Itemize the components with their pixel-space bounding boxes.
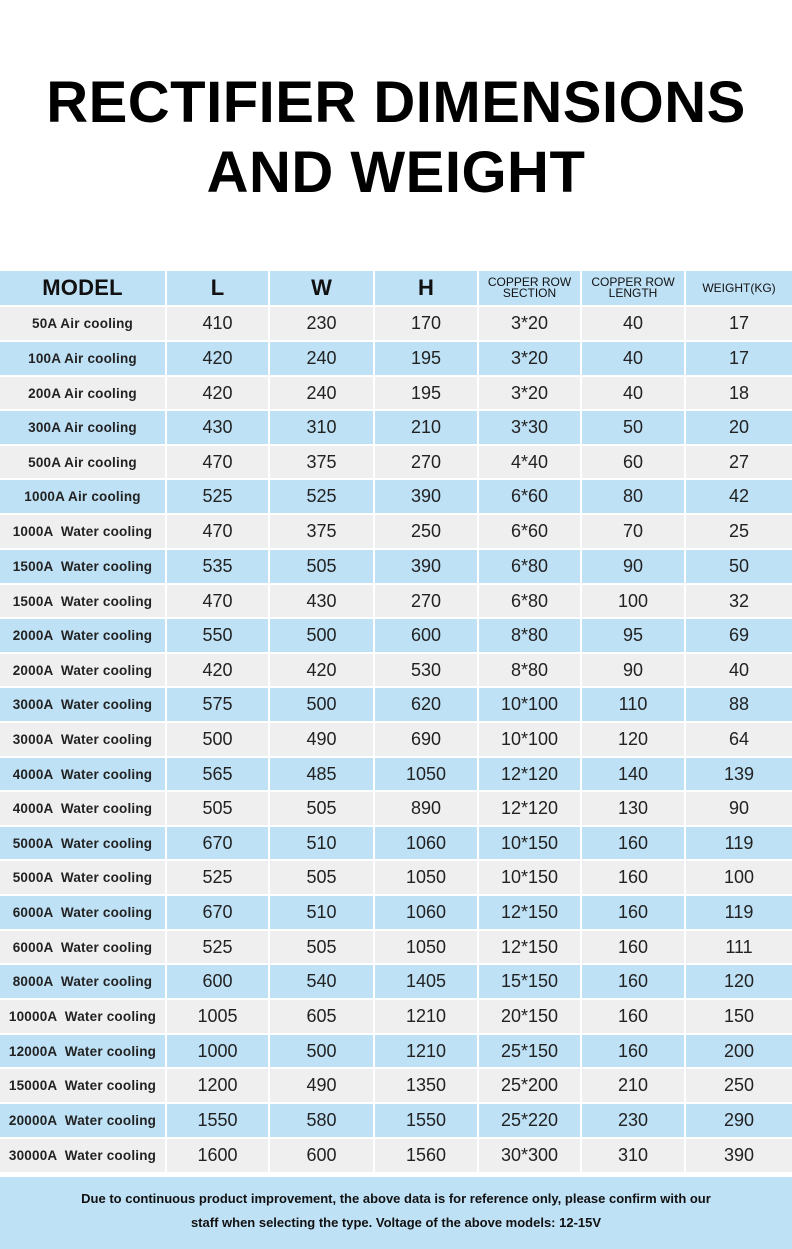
table-body [0, 307, 792, 1174]
cell-model: 100A Air cooling [0, 342, 167, 377]
cell-copper-section: 4*40 [479, 446, 582, 480]
cell-weight: 150 [686, 1000, 792, 1035]
cell-w: 505 [270, 550, 375, 585]
cell-l: 670 [167, 896, 270, 931]
cell-l: 600 [167, 965, 270, 1000]
cell-copper-section: 15*150 [479, 965, 582, 1000]
cell-l: 1000 [167, 1035, 270, 1069]
cell-h: 270 [375, 585, 479, 619]
cell-copper-length: 160 [582, 1000, 686, 1035]
cell-weight: 119 [686, 896, 792, 931]
cell-h: 1060 [375, 896, 479, 931]
table-row [0, 446, 792, 480]
cell-model: 12000A Water cooling [0, 1035, 167, 1069]
cell-w: 580 [270, 1104, 375, 1139]
cell-l: 525 [167, 861, 270, 896]
cell-weight: 42 [686, 480, 792, 515]
cell-h: 210 [375, 411, 479, 446]
cell-model: 200A Air cooling [0, 377, 167, 411]
cell-model: 5000A Water cooling [0, 827, 167, 861]
cell-l: 575 [167, 688, 270, 723]
cell-copper-section: 3*20 [479, 307, 582, 342]
cell-copper-section: 3*20 [479, 342, 582, 377]
header-l: L [167, 271, 270, 307]
cell-weight: 25 [686, 515, 792, 550]
table-row [0, 342, 792, 377]
cell-h: 390 [375, 550, 479, 585]
cell-copper-length: 160 [582, 861, 686, 896]
cell-h: 270 [375, 446, 479, 480]
cell-model: 500A Air cooling [0, 446, 167, 480]
cell-copper-section: 3*20 [479, 377, 582, 411]
cell-w: 505 [270, 861, 375, 896]
cell-weight: 17 [686, 307, 792, 342]
cell-model: 1000A Air cooling [0, 480, 167, 515]
cell-copper-length: 100 [582, 585, 686, 619]
table-row [0, 654, 792, 688]
cell-h: 1550 [375, 1104, 479, 1139]
cell-l: 525 [167, 480, 270, 515]
cell-copper-section: 25*220 [479, 1104, 582, 1139]
header-h: H [375, 271, 479, 307]
table-row [0, 515, 792, 550]
cell-copper-section: 30*300 [479, 1139, 582, 1174]
cell-model: 4000A Water cooling [0, 758, 167, 792]
header-model: MODEL [0, 271, 167, 307]
cell-h: 195 [375, 342, 479, 377]
cell-weight: 40 [686, 654, 792, 688]
cell-model: 30000A Water cooling [0, 1139, 167, 1174]
table-row [0, 792, 792, 827]
cell-l: 420 [167, 342, 270, 377]
cell-weight: 88 [686, 688, 792, 723]
cell-model: 4000A Water cooling [0, 792, 167, 827]
table-row [0, 827, 792, 861]
page-title [0, 68, 792, 208]
cell-model: 1500A Water cooling [0, 585, 167, 619]
table-row [0, 1069, 792, 1104]
cell-weight: 111 [686, 931, 792, 965]
title-line-1: RECTIFIER DIMENSIONS [46, 70, 746, 135]
cell-model: 6000A Water cooling [0, 896, 167, 931]
cell-copper-section: 25*150 [479, 1035, 582, 1069]
table-row [0, 758, 792, 792]
header-copper-row-section: COPPER ROW SECTION [479, 271, 582, 307]
cell-model: 15000A Water cooling [0, 1069, 167, 1104]
cell-l: 565 [167, 758, 270, 792]
table-row [0, 411, 792, 446]
table-row [0, 965, 792, 1000]
cell-l: 1550 [167, 1104, 270, 1139]
cell-w: 600 [270, 1139, 375, 1174]
table-row [0, 861, 792, 896]
cell-copper-section: 10*150 [479, 827, 582, 861]
cell-w: 490 [270, 1069, 375, 1104]
cell-h: 1210 [375, 1035, 479, 1069]
cell-copper-length: 210 [582, 1069, 686, 1104]
cell-copper-section: 12*120 [479, 792, 582, 827]
cell-h: 1210 [375, 1000, 479, 1035]
cell-l: 670 [167, 827, 270, 861]
cell-weight: 139 [686, 758, 792, 792]
cell-weight: 64 [686, 723, 792, 758]
table-header-row [0, 271, 792, 307]
table-row [0, 550, 792, 585]
cell-copper-length: 90 [582, 550, 686, 585]
cell-w: 500 [270, 688, 375, 723]
cell-model: 1000A Water cooling [0, 515, 167, 550]
table-row [0, 480, 792, 515]
cell-copper-section: 6*60 [479, 515, 582, 550]
cell-h: 620 [375, 688, 479, 723]
cell-model: 3000A Water cooling [0, 688, 167, 723]
cell-copper-length: 60 [582, 446, 686, 480]
cell-copper-length: 95 [582, 619, 686, 654]
cell-weight: 119 [686, 827, 792, 861]
cell-copper-length: 140 [582, 758, 686, 792]
cell-copper-length: 160 [582, 965, 686, 1000]
cell-weight: 120 [686, 965, 792, 1000]
footnote-line-2: staff when selecting the type. Voltage of the above models: 12-15V [190, 1215, 602, 1230]
cell-l: 1600 [167, 1139, 270, 1174]
cell-copper-length: 40 [582, 342, 686, 377]
cell-model: 20000A Water cooling [0, 1104, 167, 1139]
table-row [0, 1104, 792, 1139]
cell-model: 1500A Water cooling [0, 550, 167, 585]
cell-l: 470 [167, 446, 270, 480]
cell-h: 250 [375, 515, 479, 550]
cell-weight: 69 [686, 619, 792, 654]
table-row [0, 723, 792, 758]
cell-w: 230 [270, 307, 375, 342]
cell-h: 1405 [375, 965, 479, 1000]
cell-l: 430 [167, 411, 270, 446]
cell-weight: 250 [686, 1069, 792, 1104]
cell-w: 485 [270, 758, 375, 792]
cell-l: 420 [167, 377, 270, 411]
cell-copper-length: 160 [582, 827, 686, 861]
cell-w: 430 [270, 585, 375, 619]
cell-h: 1050 [375, 861, 479, 896]
cell-model: 10000A Water cooling [0, 1000, 167, 1035]
cell-weight: 390 [686, 1139, 792, 1174]
cell-copper-length: 160 [582, 896, 686, 931]
cell-h: 1050 [375, 931, 479, 965]
cell-copper-length: 160 [582, 1035, 686, 1069]
cell-copper-section: 10*100 [479, 688, 582, 723]
table-row [0, 688, 792, 723]
cell-w: 240 [270, 342, 375, 377]
cell-copper-section: 8*80 [479, 654, 582, 688]
cell-w: 240 [270, 377, 375, 411]
cell-copper-section: 12*120 [479, 758, 582, 792]
cell-h: 1060 [375, 827, 479, 861]
cell-h: 170 [375, 307, 479, 342]
cell-copper-section: 8*80 [479, 619, 582, 654]
cell-l: 525 [167, 931, 270, 965]
header-weight: WEIGHT(KG) [686, 271, 792, 307]
cell-w: 310 [270, 411, 375, 446]
cell-l: 535 [167, 550, 270, 585]
cell-model: 50A Air cooling [0, 307, 167, 342]
cell-l: 1005 [167, 1000, 270, 1035]
table-row [0, 585, 792, 619]
cell-model: 3000A Water cooling [0, 723, 167, 758]
cell-h: 1560 [375, 1139, 479, 1174]
cell-h: 600 [375, 619, 479, 654]
cell-weight: 17 [686, 342, 792, 377]
cell-model: 300A Air cooling [0, 411, 167, 446]
cell-model: 5000A Water cooling [0, 861, 167, 896]
cell-weight: 50 [686, 550, 792, 585]
cell-model: 2000A Water cooling [0, 619, 167, 654]
cell-l: 1200 [167, 1069, 270, 1104]
cell-copper-length: 130 [582, 792, 686, 827]
table-row [0, 1035, 792, 1069]
cell-copper-length: 40 [582, 377, 686, 411]
cell-l: 470 [167, 515, 270, 550]
cell-h: 690 [375, 723, 479, 758]
cell-w: 500 [270, 1035, 375, 1069]
cell-copper-length: 50 [582, 411, 686, 446]
cell-copper-section: 12*150 [479, 931, 582, 965]
cell-copper-length: 160 [582, 931, 686, 965]
table-row [0, 377, 792, 411]
cell-h: 390 [375, 480, 479, 515]
cell-w: 375 [270, 446, 375, 480]
table-row [0, 896, 792, 931]
cell-copper-section: 10*100 [479, 723, 582, 758]
cell-h: 1050 [375, 758, 479, 792]
cell-weight: 20 [686, 411, 792, 446]
cell-w: 540 [270, 965, 375, 1000]
cell-weight: 100 [686, 861, 792, 896]
footnote-line-1: Due to continuous product improvement, the above data is for reference only, please confirm with our [81, 1191, 711, 1206]
cell-l: 500 [167, 723, 270, 758]
cell-w: 500 [270, 619, 375, 654]
footnote [0, 1177, 792, 1249]
cell-h: 1350 [375, 1069, 479, 1104]
header-w: W [270, 271, 375, 307]
cell-h: 890 [375, 792, 479, 827]
cell-weight: 290 [686, 1104, 792, 1139]
cell-weight: 90 [686, 792, 792, 827]
cell-model: 6000A Water cooling [0, 931, 167, 965]
cell-copper-length: 80 [582, 480, 686, 515]
cell-copper-section: 6*80 [479, 550, 582, 585]
cell-copper-length: 120 [582, 723, 686, 758]
cell-w: 505 [270, 931, 375, 965]
cell-copper-section: 3*30 [479, 411, 582, 446]
cell-model: 8000A Water cooling [0, 965, 167, 1000]
cell-w: 505 [270, 792, 375, 827]
cell-copper-length: 230 [582, 1104, 686, 1139]
cell-weight: 27 [686, 446, 792, 480]
cell-copper-section: 25*200 [479, 1069, 582, 1104]
cell-l: 420 [167, 654, 270, 688]
table-row [0, 1139, 792, 1174]
cell-weight: 32 [686, 585, 792, 619]
cell-w: 605 [270, 1000, 375, 1035]
cell-w: 510 [270, 827, 375, 861]
table-row [0, 307, 792, 342]
cell-weight: 18 [686, 377, 792, 411]
cell-weight: 200 [686, 1035, 792, 1069]
cell-l: 470 [167, 585, 270, 619]
cell-w: 420 [270, 654, 375, 688]
cell-h: 530 [375, 654, 479, 688]
cell-copper-section: 10*150 [479, 861, 582, 896]
cell-w: 375 [270, 515, 375, 550]
cell-copper-length: 310 [582, 1139, 686, 1174]
cell-copper-section: 6*60 [479, 480, 582, 515]
cell-copper-length: 40 [582, 307, 686, 342]
cell-copper-length: 70 [582, 515, 686, 550]
cell-l: 550 [167, 619, 270, 654]
cell-w: 525 [270, 480, 375, 515]
title-line-2: AND WEIGHT [206, 140, 586, 205]
cell-l: 505 [167, 792, 270, 827]
cell-copper-length: 90 [582, 654, 686, 688]
cell-w: 490 [270, 723, 375, 758]
table-row [0, 1000, 792, 1035]
cell-copper-section: 6*80 [479, 585, 582, 619]
cell-w: 510 [270, 896, 375, 931]
cell-model: 2000A Water cooling [0, 654, 167, 688]
cell-copper-section: 12*150 [479, 896, 582, 931]
cell-copper-length: 110 [582, 688, 686, 723]
cell-l: 410 [167, 307, 270, 342]
header-copper-row-length: COPPER ROW LENGTH [582, 271, 686, 307]
cell-copper-section: 20*150 [479, 1000, 582, 1035]
table-row [0, 931, 792, 965]
table-row [0, 619, 792, 654]
dimensions-table [0, 271, 792, 1174]
cell-h: 195 [375, 377, 479, 411]
